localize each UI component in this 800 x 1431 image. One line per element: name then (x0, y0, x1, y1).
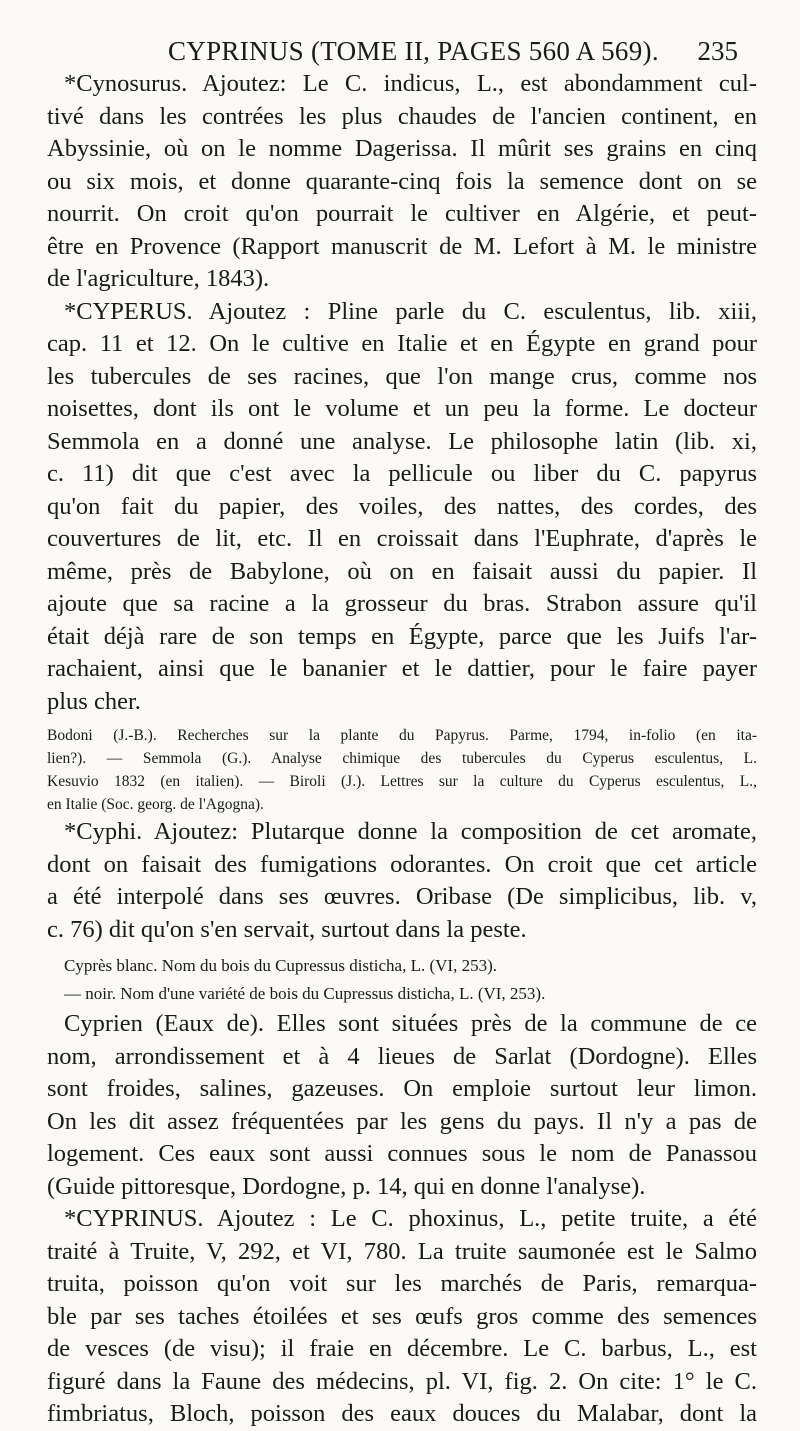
cypres-entries (47, 952, 757, 1008)
paragraph-cyprien-cyprinus (47, 1008, 757, 1431)
text-line: On les dit assez fréquentées par les gens du pays. Il n'y a pas de (47, 1107, 757, 1135)
bibliography-line: Kesuvio 1832 (en italien). — Biroli (J.). Lettres sur la culture du Cyperus esculentus, L., (47, 773, 757, 790)
text-line: Abyssinie, où on le nomme Dagerissa. Il mûrit ses grains en cinq (47, 135, 757, 162)
text-line: *Cyphi. Ajoutez: Plutarque donne la composition de cet aromate, (64, 818, 757, 845)
text-line: sont froides, salines, gazeuses. On emploie surtout leur limon. (47, 1075, 757, 1102)
text-line: plus cher. (47, 687, 141, 715)
paragraph-cyphi (47, 816, 757, 946)
entry-line: Cyprès blanc. Nom du bois du Cupressus disticha, L. (VI, 253). (64, 956, 497, 975)
text-line: cap. 11 et 12. On le cultive en Italie et en Égypte en grand pour (47, 330, 757, 357)
bibliography-line: lien?). — Semmola (G.). Analyse chimique des tubercules du Cyperus esculentus, L. (47, 750, 757, 767)
text-line: même, près de Babylone, où on en faisait aussi du papier. Il (47, 557, 757, 585)
text-line: tivé dans les contrées les plus chaudes de l'ancien continent, en (47, 102, 757, 130)
text-line: rachaient, ainsi que le bananier et le dattier, pour le faire payer (47, 655, 757, 682)
text-line: logement. Ces eaux sont aussi connues sous le nom de Panassou (47, 1140, 757, 1167)
text-line: de vesces (de visu); il fraie en décembre. Le C. barbus, L., est (47, 1335, 757, 1362)
paragraph-cynosurus-cyperus (47, 68, 757, 718)
text-line: ajoute que sa racine a la grosseur du bras. Strabon assure qu'il (47, 590, 757, 617)
text-line: nom, arrondissement et à 4 lieues de Sarlat (Dordogne). Elles (47, 1042, 757, 1070)
text-line: c. 11) dit que c'est avec la pellicule ou liber du C. papyrus (47, 460, 757, 487)
text-line: traité à Truite, V, 292, et VI, 780. La truite saumonée est le Salmo (47, 1237, 757, 1265)
text-line: dont on faisait des fumigations odorantes. On croit que cet article (47, 850, 757, 878)
text-line: *CYPERUS. Ajoutez : Pline parle du C. esculentus, lib. xiii, (64, 297, 757, 325)
text-line: les tubercules de ses racines, que l'on mange crus, comme nos (47, 362, 757, 390)
entry-line: — noir. Nom d'une variété de bois du Cupressus disticha, L. (VI, 253). (64, 984, 546, 1003)
text-line: être en Provence (Rapport manuscrit de M. Lefort à M. le ministre (47, 232, 757, 260)
page-body (47, 68, 757, 1431)
bibliography-line: Bodoni (J.-B.). Recherches sur la plante du Papyrus. Parme, 1794, in-folio (en ita- (47, 727, 757, 744)
text-line: a été interpolé dans ses œuvres. Oribase (De simplicibus, lib. v, (47, 883, 757, 910)
page-number: 235 (697, 36, 738, 66)
text-line: c. 76) dit qu'on s'en servait, surtout dans la peste. (47, 915, 527, 943)
text-line: couvertures de lit, etc. Il en croissait dans l'Euphrate, d'après le (47, 525, 757, 552)
text-line: figuré dans la Faune des médecins, pl. VI, fig. 2. On cite: 1° le C. (47, 1367, 757, 1395)
text-line: Semmola en a donné une analyse. Le philosophe latin (lib. xi, (47, 427, 757, 455)
bibliography-line: en Italie (Soc. georg. de l'Agogna). (47, 796, 264, 813)
text-line: fimbriatus, Bloch, poisson des eaux douces du Malabar, dont la (47, 1400, 757, 1427)
running-head-title: CYPRINUS (TOME II, PAGES 560 A 569). (168, 36, 659, 66)
text-line: qu'on fait du papier, des voiles, des nattes, des cordes, des (47, 492, 757, 520)
text-line: *CYPRINUS. Ajoutez : Le C. phoxinus, L., petite truite, a été (64, 1205, 757, 1232)
text-line: était déjà rare de son temps en Égypte, parce que les Juifs l'ar- (47, 622, 757, 650)
text-line: nourrit. On croit qu'on pourrait le cultiver en Algérie, et peut- (47, 200, 757, 227)
text-line: (Guide pittoresque, Dordogne, p. 14, qui en donne l'analyse). (47, 1172, 646, 1200)
text-line: de l'agriculture, 1843). (47, 265, 270, 292)
text-line: *Cynosurus. Ajoutez: Le C. indicus, L., est abondamment cul- (64, 70, 757, 97)
text-line: truita, poisson qu'on voit sur les marchés de Paris, remarqua- (47, 1270, 757, 1297)
text-line: noisettes, dont ils ont le volume et un peu la forme. Le docteur (47, 395, 757, 422)
bibliography-block (47, 724, 757, 816)
text-line: ou six mois, et donne quarante-cinq fois la semence dont on se (47, 167, 757, 195)
text-line: ble par ses taches étoilées et ses œufs gros comme des semences (47, 1302, 757, 1330)
text-line: Cyprien (Eaux de). Elles sont situées près de la commune de ce (64, 1010, 757, 1037)
